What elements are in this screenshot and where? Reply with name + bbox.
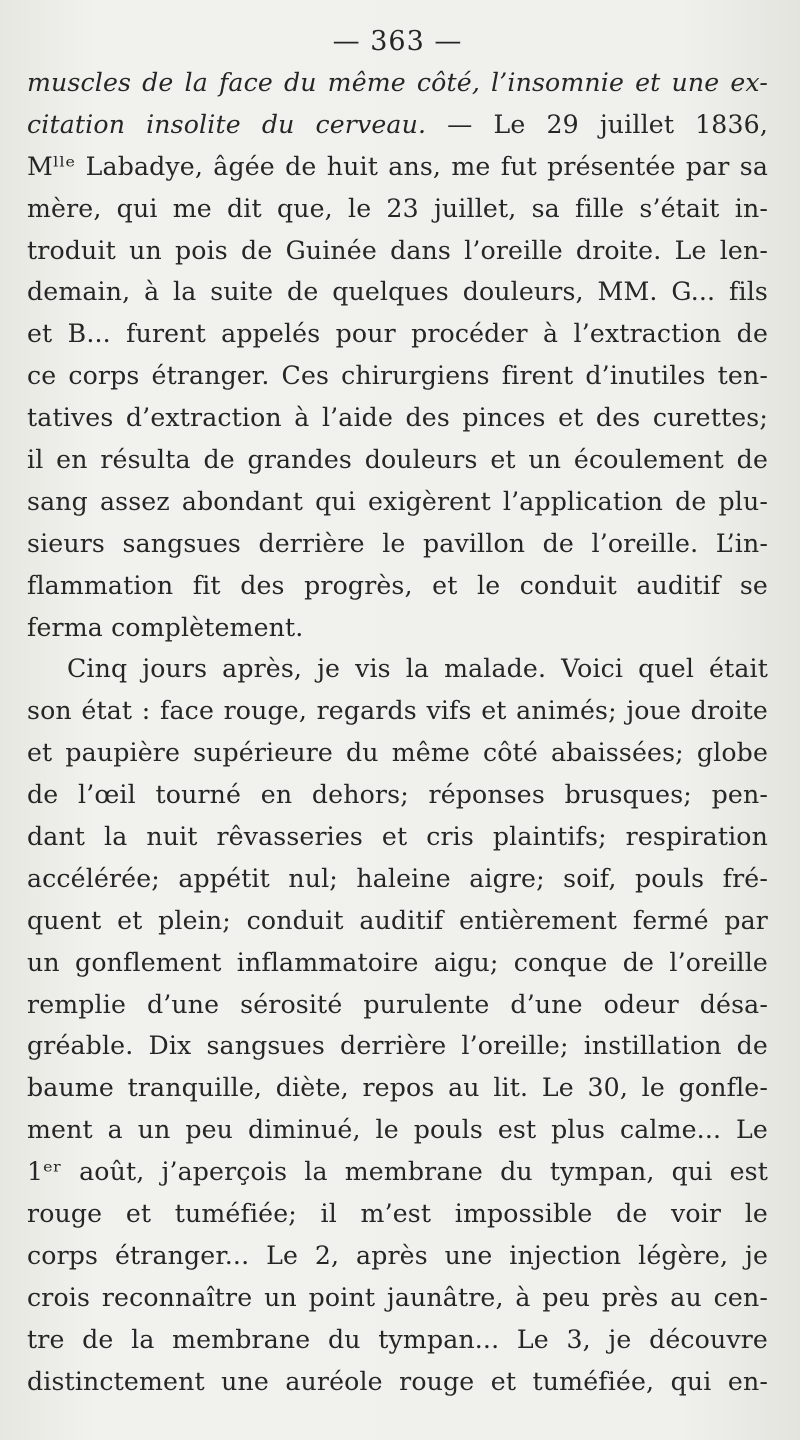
text-line	[27, 230, 768, 272]
text-line: tre de la membrane du tympan... Le 3, je découvre	[27, 1324, 768, 1354]
roman-text: flammation fit des progrès, et le conduit auditif se	[27, 570, 768, 600]
text-line: un gonflement inflammatoire aigu; conque de l’oreille	[27, 947, 768, 977]
roman-text: et B... furent appelés pour procéder à l’extraction de	[27, 319, 768, 349]
text-line: baume tranquille, diète, repos au lit. Le 30, le gonfle-	[27, 1073, 768, 1103]
text-line: ment a un peu diminué, le pouls est plus calme... Le	[27, 1115, 768, 1145]
roman-text: ferma complètement.	[27, 612, 304, 642]
text-line	[27, 607, 768, 649]
text-line: rouge et tuméfiée; il m’est impossible de voir le	[27, 1199, 768, 1229]
text-line: son état : face rouge, regards vifs et animés; joue droite	[27, 696, 768, 726]
text-line	[27, 439, 768, 481]
text-line: et paupière supérieure du même côté abaissées; globe	[27, 738, 768, 768]
text-line: dant la nuit rêvasseries et cris plaintifs; respiration	[27, 822, 768, 852]
roman-text: demain, à la suite de quelques douleurs, MM. G... fils	[27, 277, 768, 307]
roman-text: ce corps étranger. Ces chirurgiens firent d’inutiles ten-	[27, 361, 768, 391]
roman-text: tatives d’extraction à l’aide des pinces et des curettes;	[27, 403, 768, 433]
paragraph-1	[27, 62, 768, 648]
text-line: quent et plein; conduit auditif entièrement fermé par	[27, 905, 768, 935]
roman-text: sang assez abondant qui exigèrent l’application de plu-	[27, 486, 768, 516]
roman-text: il en résulta de grandes douleurs et un écoulement de	[27, 445, 768, 475]
text-line: remplie d’une sérosité purulente d’une odeur désa-	[27, 989, 768, 1019]
text-line	[27, 146, 768, 188]
roman-text: Mˡˡᵉ Labadye, âgée de huit ans, me fut présentée par sa	[27, 151, 768, 181]
paragraph-2	[27, 648, 768, 1402]
text-line	[27, 523, 768, 565]
text-line: accélérée; appétit nul; haleine aigre; soif, pouls fré-	[27, 863, 768, 893]
roman-text: — Le 29 juillet 1836,	[426, 109, 768, 139]
italic-text: citation insolite du cerveau.	[27, 109, 427, 139]
text-line	[27, 565, 768, 607]
text-line	[27, 188, 768, 230]
text-line: crois reconnaître un point jaunâtre, à peu près au cen-	[27, 1282, 768, 1312]
text-line	[27, 397, 768, 439]
text-line: gréable. Dix sangsues derrière l’oreille; instillation de	[27, 1031, 768, 1061]
text-line	[27, 271, 768, 313]
roman-text: troduit un pois de Guinée dans l’oreille droite. Le len-	[27, 235, 768, 265]
text-line: Cinq jours après, je vis la malade. Voici quel était	[67, 654, 768, 684]
text-line	[27, 104, 768, 146]
text-line	[27, 355, 768, 397]
text-line	[27, 481, 768, 523]
page-number: — 363 —	[332, 26, 463, 57]
roman-text: sieurs sangsues derrière le pavillon de l’oreille. L’in-	[27, 528, 768, 558]
roman-text: mère, qui me dit que, le 23 juillet, sa fille s’était in-	[27, 193, 768, 223]
text-line	[27, 62, 768, 104]
text-line: de l’œil tourné en dehors; réponses brusques; pen-	[27, 780, 768, 810]
text-line: 1ᵉʳ août, j’aperçois la membrane du tympan, qui est	[27, 1157, 768, 1187]
text-line: distinctement une auréole rouge et tuméfiée, qui en-	[27, 1366, 768, 1396]
text-line: corps étranger... Le 2, après une injection légère, je	[27, 1240, 768, 1270]
text-line	[27, 313, 768, 355]
italic-text: muscles de la face du même côté, l’insomnie et une ex-	[27, 68, 768, 97]
